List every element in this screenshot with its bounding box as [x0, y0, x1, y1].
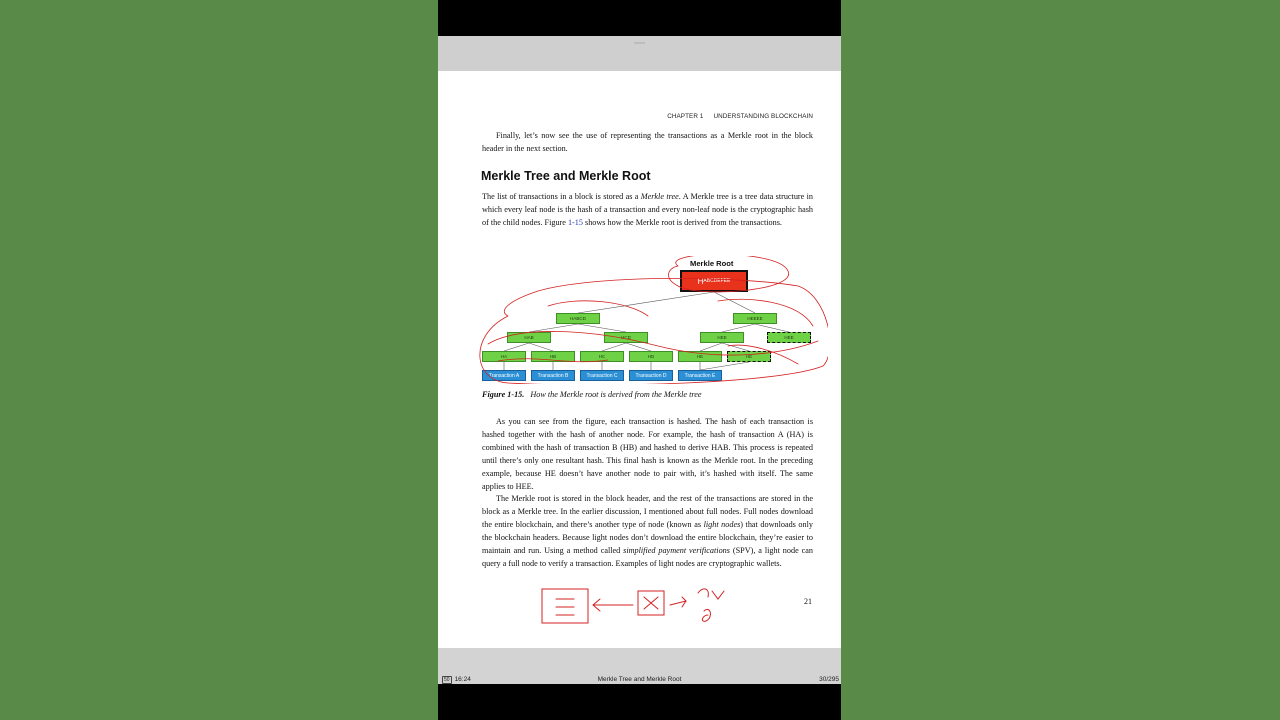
transaction-c: Transaction C: [580, 370, 624, 381]
caption-text: How the Merkle root is derived from the Merkle tree: [530, 390, 702, 399]
paragraph-merkle-definition: [482, 191, 813, 230]
merkle-root-label: Merkle Root: [690, 259, 734, 268]
p1-text-a: The list of transactions in a block is stored as a: [482, 192, 641, 201]
root-hash-main: H: [697, 276, 704, 286]
hash-node-hab: HAB: [507, 332, 551, 343]
p1-text-c: shows how the Merkle root is derived from the transactions.: [582, 217, 782, 227]
p3-text-b: ) that downloads only the blockchain headers. Because light nodes don’t download the entire blockchain, they’re easier to maintain and run. Using a method called: [482, 520, 813, 556]
drag-handle-icon[interactable]: [634, 42, 645, 44]
figure-caption: [482, 390, 702, 399]
battery-icon: 50: [444, 677, 450, 683]
hash-node-heeee: HEEEE: [733, 313, 777, 324]
running-header: [657, 113, 813, 120]
handwritten-annotations: [478, 256, 828, 384]
intro-text: Finally, let’s now see the use of representing the transactions as a Merkle root in the block header in the next section.: [482, 131, 813, 153]
chapter-title: UNDERSTANDING BLOCKCHAIN: [713, 113, 813, 120]
hash-node-hee: HEE: [700, 332, 744, 343]
hash-node-hd: HD: [629, 351, 673, 362]
status-chapter-title: Merkle Tree and Merkle Root: [597, 676, 682, 683]
page-progress: 30/295: [819, 676, 839, 683]
hash-node-hc: HC: [580, 351, 624, 362]
merkle-tree-term: Merkle tree: [640, 192, 679, 201]
section-title: Merkle Tree and Merkle Root: [481, 169, 651, 183]
chapter-label: CHAPTER 1: [667, 113, 704, 120]
paragraph-hashing: [482, 416, 813, 571]
intro-paragraph: [482, 130, 813, 156]
transaction-a: Transaction A: [482, 370, 526, 381]
transaction-d: Transaction D: [629, 370, 673, 381]
root-hash-sub: ABCDEFEE: [703, 278, 731, 284]
hash-node-hb: HB: [531, 351, 575, 362]
handwritten-sketch: [538, 583, 738, 631]
caption-label: Figure 1-15.: [482, 390, 525, 399]
reader-app: [438, 0, 841, 720]
transaction-b: Transaction B: [531, 370, 575, 381]
p3-text-c: (SPV), a light node can query a full node to verify a transaction. Examples of light nodes are cryptographic wallets.: [482, 546, 813, 568]
reader-status-bar: [438, 648, 841, 684]
hash-node-habcd: HABCD: [556, 313, 600, 324]
hash-node-he-duplicate: HE: [727, 351, 771, 362]
page-number: 21: [804, 597, 812, 606]
hash-node-hee-duplicate: HEE: [767, 332, 811, 343]
p3-text-a: The Merkle root is stored in the block header, and the rest of the transactions are stored in the block as a Merkle tree. In the earlier discussion, I mentioned about full nodes. Full nodes download the entire blockchain, and there’s another type of node (known as: [482, 494, 813, 530]
hash-node-ha: HA: [482, 351, 526, 362]
book-page[interactable]: [438, 71, 841, 648]
p2-text: As you can see from the figure, each transaction is hashed. The hash of each transaction is hashed together with the hash of another node. For example, the hash of transaction A (HA) is combined with the hash of transaction B (HB) and hashed to derive HAB. This process is repeated until there’s only one resultant hash. This final hash is known as the Merkle root. In the preceding example, because HE doesn’t have another node to pair with, it’s hashed with itself. The same applies to HEE.: [482, 417, 813, 491]
merkle-tree-figure: [478, 256, 828, 384]
clock-time: 16:24: [454, 676, 471, 683]
top-toolbar[interactable]: [438, 36, 841, 71]
hash-node-hcd: HCD: [604, 332, 648, 343]
figure-link[interactable]: 1-15: [567, 217, 583, 227]
light-nodes-term: light nodes: [703, 520, 741, 530]
transaction-e: Transaction E: [678, 370, 722, 381]
hash-node-he: HE: [678, 351, 722, 362]
spv-term: simplified payment verifications: [623, 546, 730, 556]
p1-text-b: . A Merkle tree is a tree data structure in which every leaf node is the hash of a transaction and every non-leaf node is the cryptographic hash of the child nodes. Figure: [482, 192, 814, 227]
